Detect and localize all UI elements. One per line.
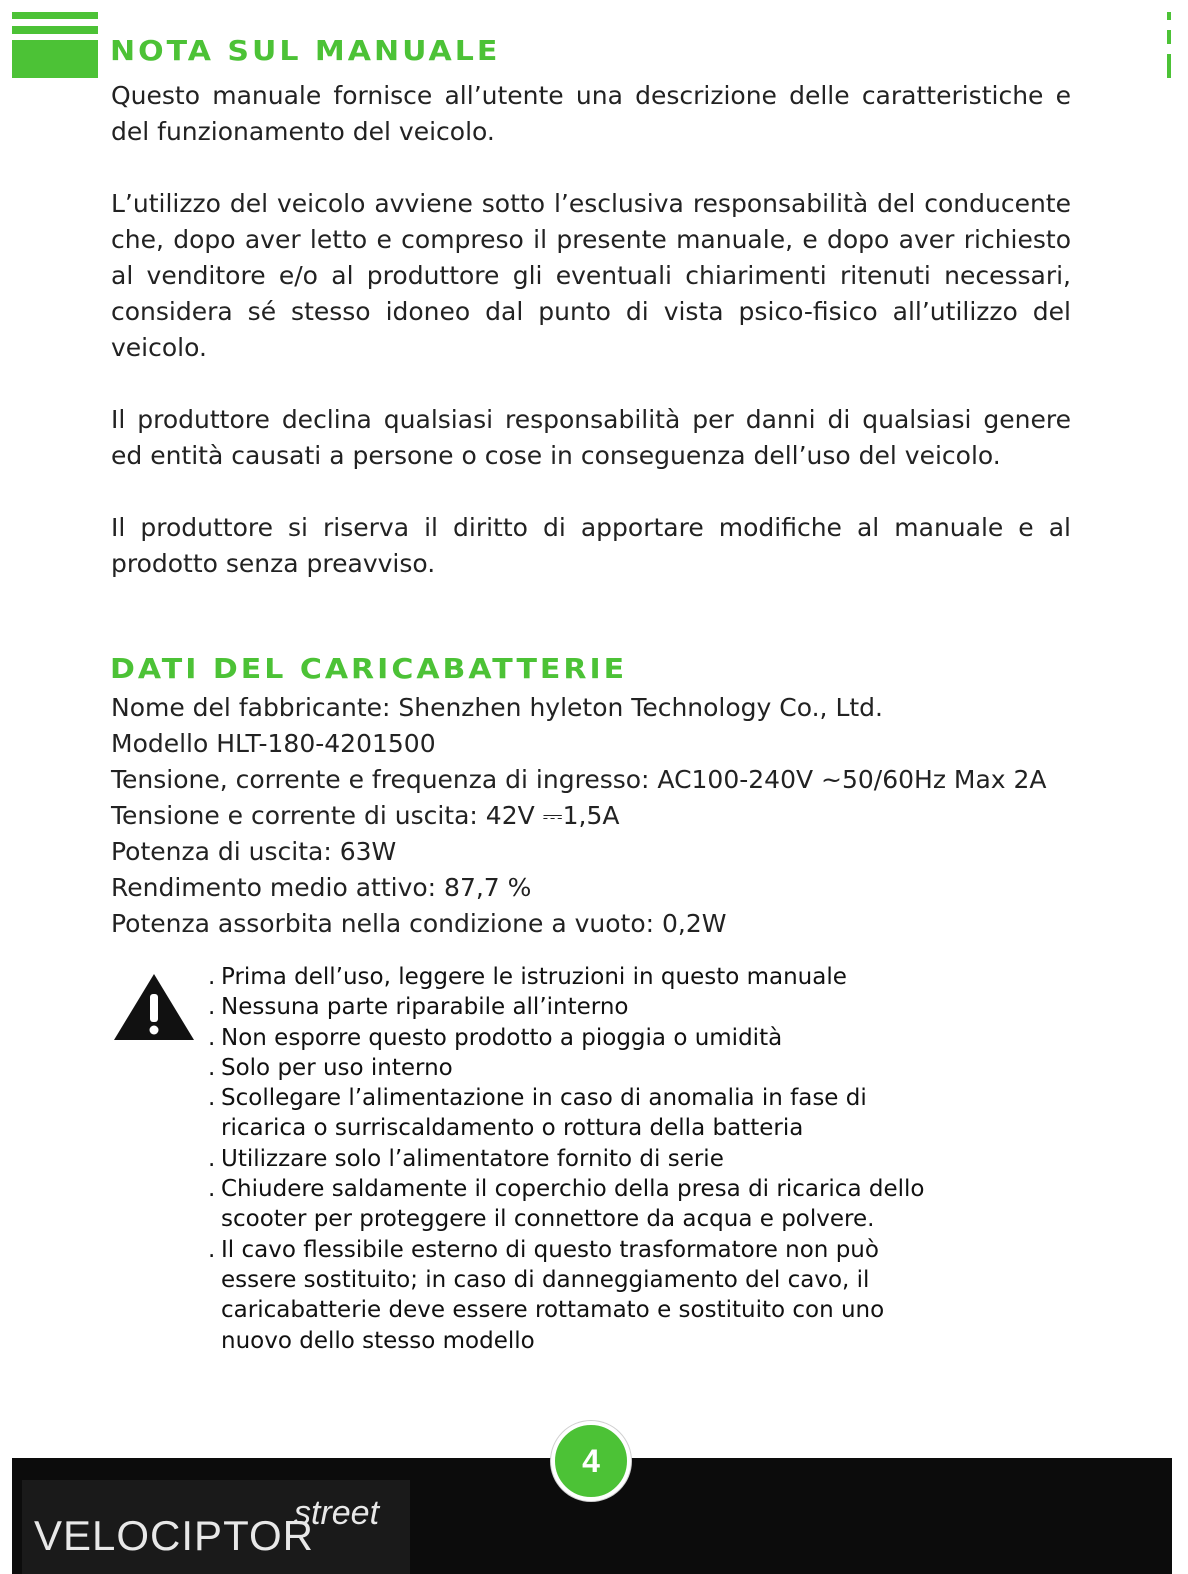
warning-item: . Chiudere saldamente il coperchio della presa di ricarica dello scooter per proteggere il connettore da acqua e polvere. bbox=[207, 1174, 951, 1235]
spec-manufacturer: Nome del fabbricante: Shenzhen hyleton Technology Co., Ltd. bbox=[111, 693, 883, 722]
spec-output-power: Potenza di uscita: 63W bbox=[111, 837, 397, 866]
paragraph: Questo manuale fornisce all’utente una descrizione delle caratteristiche e del funzionamento del veicolo. bbox=[111, 81, 1071, 146]
right-edge-marker bbox=[1167, 12, 1171, 78]
brand-name: VELOCIPTOR bbox=[34, 1512, 314, 1559]
warning-item: . Solo per uso interno bbox=[207, 1053, 947, 1083]
corner-logo-bars bbox=[12, 12, 98, 78]
brand-logo bbox=[22, 1480, 410, 1574]
warning-item: . Non esporre questo prodotto a pioggia o umidità bbox=[207, 1023, 947, 1053]
page-number-badge: 4 bbox=[551, 1421, 631, 1501]
warning-item: . Utilizzare solo l’alimentatore fornito di serie bbox=[207, 1144, 947, 1174]
warning-item: . Prima dell’uso, leggere le istruzioni in questo manuale bbox=[207, 962, 947, 992]
logo-bar bbox=[12, 26, 98, 34]
paragraph: Il produttore si riserva il diritto di apportare modifiche al manuale e al prodotto senza preavviso. bbox=[111, 513, 1071, 578]
spec-input: Tensione, corrente e frequenza di ingresso: AC100-240V ~50/60Hz Max 2A bbox=[111, 765, 1047, 794]
spec-efficiency: Rendimento medio attivo: 87,7 % bbox=[111, 873, 532, 902]
safety-warnings-list bbox=[207, 962, 947, 1356]
logo-bar bbox=[12, 40, 98, 78]
spec-no-load-power: Potenza assorbita nella condizione a vuoto: 0,2W bbox=[111, 909, 727, 938]
spec-model: Modello HLT-180-4201500 bbox=[111, 729, 436, 758]
spec-output: Tensione e corrente di uscita: 42V ⎓1,5A bbox=[111, 801, 620, 830]
section-title-manual-note: NOTA SUL MANUALE bbox=[110, 35, 501, 68]
warning-item: . Il cavo flessibile esterno di questo trasformatore non può essere sostituito; in caso di danneggiamento del cavo, il caricabatterie deve essere rottamato e sostituito con uno nuovo dello stesso modello bbox=[207, 1235, 901, 1356]
paragraph: Il produttore declina qualsiasi responsabilità per danni di qualsiasi genere ed entità causati a persone o cose in conseguenza dell’uso del veicolo. bbox=[111, 405, 1071, 470]
paragraph: L’utilizzo del veicolo avviene sotto l’esclusiva responsabilità del conducente che, dopo aver letto e compreso il presente manuale, e dopo aver richiesto al venditore e/o al produttore gli eventuali chiarimenti ritenuti necessari, considera sé stesso idoneo dal punto di vista psico-fisico all’utilizzo del veicolo. bbox=[111, 189, 1071, 362]
warning-triangle-icon bbox=[112, 972, 196, 1042]
charger-specs-list bbox=[111, 690, 1047, 942]
brand-subtitle: street bbox=[294, 1494, 380, 1532]
section-title-charger-data: DATI DEL CARICABATTERIE bbox=[110, 653, 628, 686]
warning-item: . Nessuna parte riparabile all’interno bbox=[207, 992, 947, 1022]
logo-bar bbox=[12, 12, 98, 19]
warning-item: . Scollegare l’alimentazione in caso di anomalia in fase di ricarica o surriscaldamento o rottura della batteria bbox=[207, 1083, 881, 1144]
